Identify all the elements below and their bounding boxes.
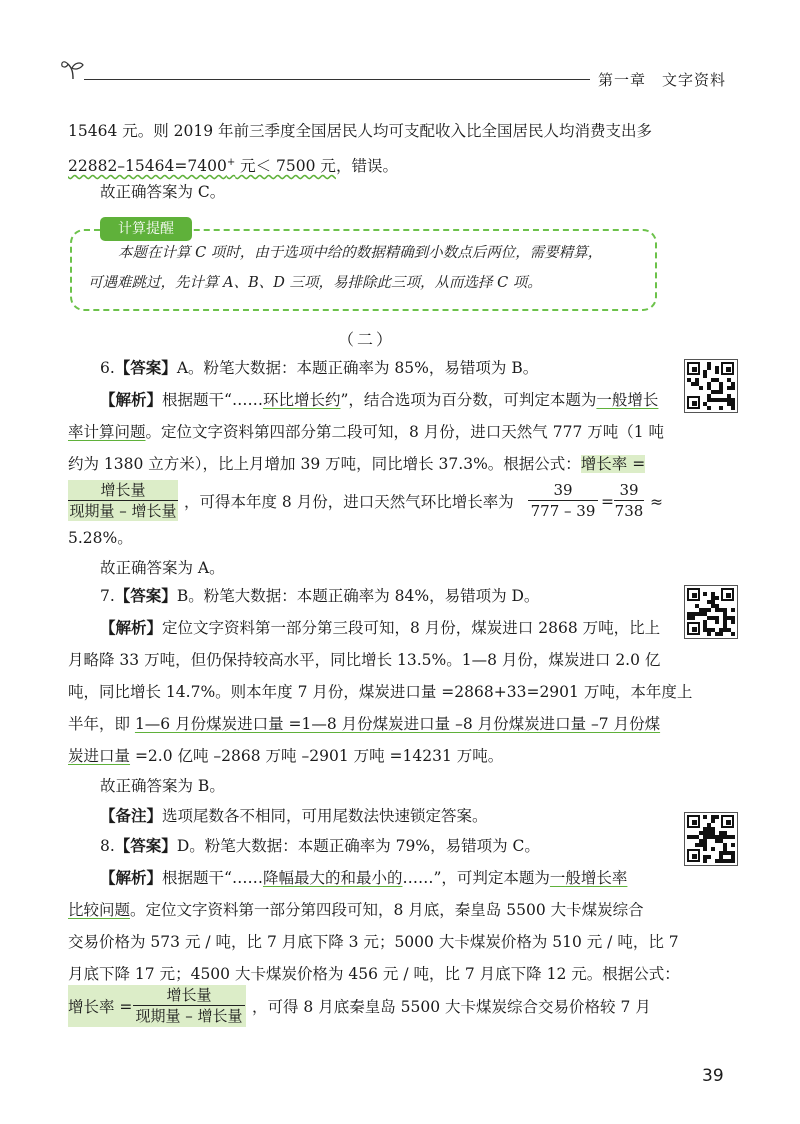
q8-analysis-line: ，可得 8 月底秦皇岛 5500 大卡煤炭综合交易价格较 7 月 [252,998,651,1016]
q6-analysis-line: 【解析】根据题干“……环比增长约”，结合选项为百分数，可判定本题为一般增长 [100,391,659,409]
sprout-logo-icon [60,58,86,80]
q7-analysis-line: 【解析】定位文字资料第一部分第三段可知，8 月份，煤炭进口 2868 万吨，比上 [100,619,661,637]
qr-code-icon[interactable] [684,585,738,639]
growth-formula-fraction: 增长量 现期量 – 增长量 [69,481,177,520]
section-title: （二） [338,330,396,349]
calc-expression: 22882–15464=7400+ 元＜ 7500 元 [68,157,336,176]
formula-lhs: 增长率 = [68,998,133,1016]
calc-fraction: $\frac{39}{738}$ [614,481,644,520]
calc-tip-box [70,229,657,311]
paragraph-line: 22882–15464=7400+ 元＜ 7500 元，错误。 [68,157,398,176]
q6-analysis-line: 率计算问题。定位文字资料第四部分第二段可知，8 月份，进口天然气 777 万吨（1 吨 [68,423,665,441]
qr-code-icon[interactable] [684,359,738,413]
q8-analysis-line: 月底下降 17 元；4500 大卡煤炭价格为 456 元 / 吨，比 7 月底下降 12 元。根据公式： [68,965,680,983]
answer-conclusion: 故正确答案为 C。 [100,183,226,201]
answer-conclusion: 故正确答案为 B。 [100,777,225,795]
paragraph-line: 15464 元。则 2019 年前三季度全国居民人均可支配收入比全国居民人均消费支出多 [68,122,653,140]
q7-analysis-line: 炭进口量 =2.0 亿吨 –2868 万吨 –2901 万吨 =14231 万吨。 [68,747,504,765]
tip-line: 本题在计算 C 项时，由于选项中给的数据精确到小数点后两位，需要精算， [118,245,603,261]
qr-code-icon[interactable] [684,812,738,866]
approx-sign: ≈ [650,493,663,511]
q7-answer: 7.【答案】B。粉笔大数据：本题正确率为 84%，易错项为 D。 [100,587,540,605]
header-rule [84,79,590,80]
q7-note: 【备注】选项尾数各不相同，可用尾数法快速锁定答案。 [100,807,488,825]
calc-fraction: $\frac{39}{777 - 39}$ [528,480,598,521]
growth-formula-fraction: 增长量 现期量 – 增长量 [133,985,245,1026]
q7-analysis-line: 半年，即 1—6 月份煤炭进口量 =1—8 月份煤炭进口量 –8 月份煤炭进口量 –7 月份煤 [68,715,661,733]
calc-tip-label: 计算提醒 [100,217,192,241]
tip-line: 可遇难跳过，先计算 A、B、D 三项，易排除此三项，从而选择 C 项。 [88,275,542,291]
q8-analysis-line: 交易价格为 573 元 / 吨，比 7 月底下降 3 元；5000 大卡煤炭价格为 510 元 / 吨，比 7 [68,933,679,951]
chapter-title: 第一章 文字资料 [598,71,727,89]
q8-answer: 8.【答案】D。粉笔大数据：本题正确率为 79%，易错项为 C。 [100,837,540,855]
equals-sign: = [601,493,614,511]
q6-analysis-line: 约为 1380 立方米），比上月增加 39 万吨，同比增长 37.3%。根据公式：增长率 = [68,455,646,473]
q8-analysis-line: 【解析】根据题干“……降幅最大的和最小的……”，可判定本题为一般增长率 [100,869,628,887]
page-number: 39 [702,1066,724,1086]
q6-answer: 6.【答案】A。粉笔大数据：本题正确率为 85%，易错项为 B。 [100,359,539,377]
q6-analysis-line: 5.28%。 [68,529,133,547]
answer-conclusion: 故正确答案为 A。 [100,559,225,577]
q7-analysis-line: 吨，同比增长 14.7%。则本年度 7 月份，煤炭进口量 =2868+33=2901 万吨，本年度上 [68,683,693,701]
q6-analysis-line: ，可得本年度 8 月份，进口天然气环比增长率为 [184,493,514,511]
q8-analysis-line: 比较问题。定位文字资料第一部分第四段可知，8 月底，秦皇岛 5500 大卡煤炭综合 [68,901,644,919]
q7-analysis-line: 月略降 33 万吨，但仍保持较高水平，同比增长 13.5%。1—8 月份，煤炭进口 2.0 亿 [68,651,661,669]
